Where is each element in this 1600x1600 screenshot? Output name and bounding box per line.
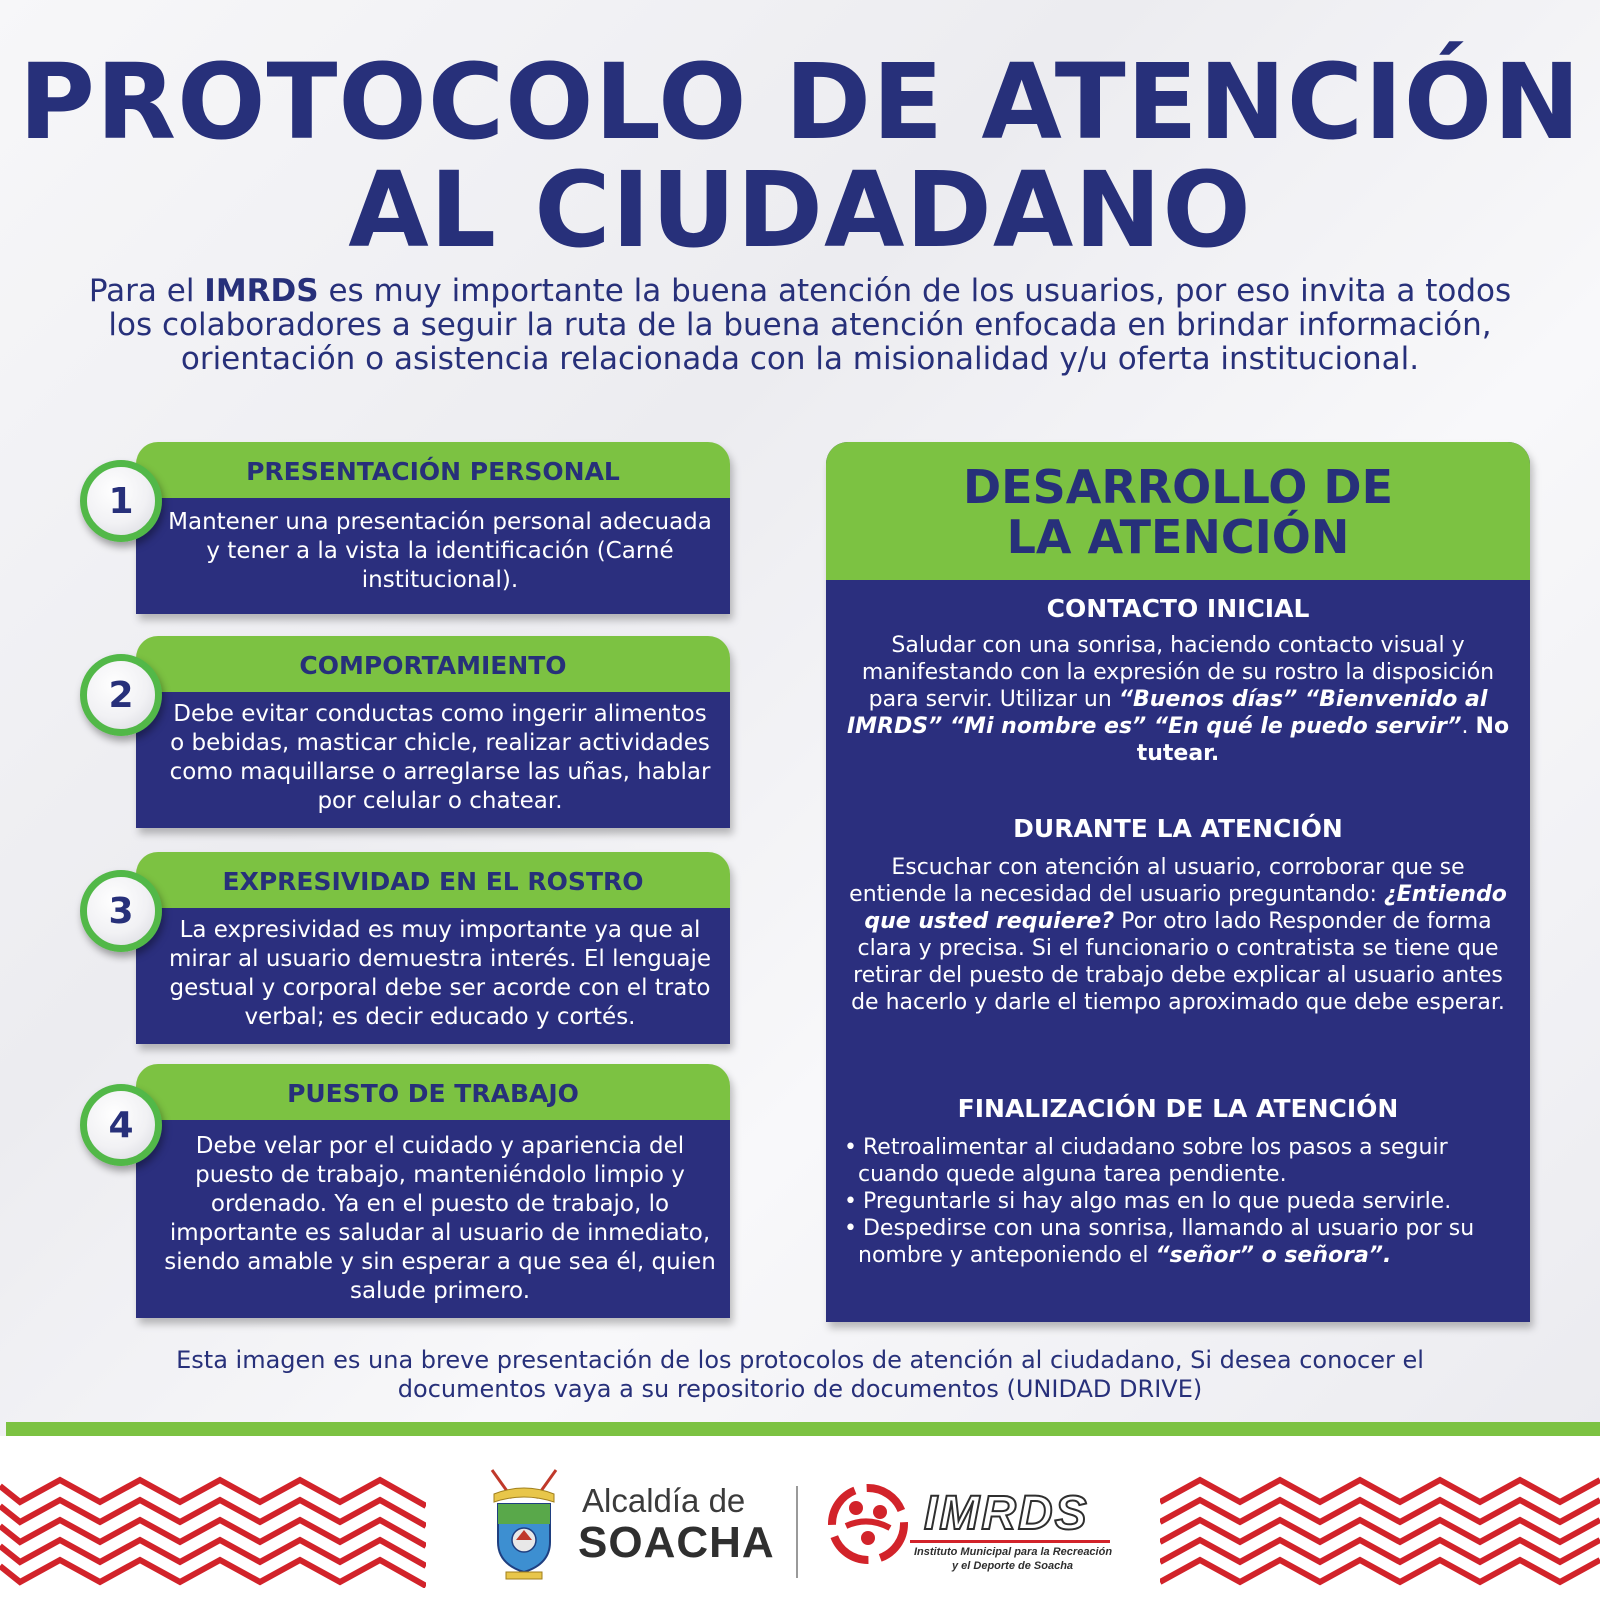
- step-number: 1: [108, 480, 134, 522]
- during-text-post: Por otro lado Responder de forma clara y precisa. Si el funcionario o contratista se tiene que retirar del puesto de trabajo debe explicar al usuario antes de hacerlo y darle el tiempo aproximado que debe esperar.: [851, 909, 1505, 1015]
- during-title: DURANTE LA ATENCIÓN: [1013, 814, 1343, 843]
- step-card-3: [136, 852, 730, 1044]
- development-panel: [826, 442, 1530, 1322]
- step-number-badge-4: [80, 1084, 162, 1166]
- closing-bullet-2: • Preguntarle si hay algo mas en lo que pueda servirle.: [842, 1188, 1518, 1215]
- closing-list: [842, 1134, 1518, 1269]
- intro-post: es muy importante la buena atención de los usuarios, por eso invita a todos los colaboradores a seguir la ruta de la buena atención enfocada en brindar información, orientación o asistencia relacionada con la misionalidad y/u oferta institucional.: [108, 273, 1512, 377]
- page-title-line-1: PROTOCOLO DE ATENCIÓN: [18, 41, 1582, 163]
- closing-bullet-3-emph: “señor” o señora”.: [1155, 1243, 1392, 1268]
- step-card-1: [136, 442, 730, 614]
- imrds-logo-subtitle-2: y el Deporte de Soacha: [952, 1560, 1074, 1572]
- step-title: PUESTO DE TRABAJO: [136, 1064, 730, 1120]
- intro-brand: IMRDS: [204, 273, 319, 309]
- imrds-logo-icon: [826, 1476, 908, 1572]
- intro-pre: Para el: [88, 273, 205, 309]
- intro-paragraph: [70, 274, 1530, 376]
- during-text: [846, 854, 1510, 1016]
- chevron-pattern-right: [1160, 1476, 1600, 1588]
- chevron-pattern-left: [0, 1476, 426, 1588]
- step-text: Debe evitar conductas como ingerir alimentos o bebidas, masticar chicle, realizar actividades como maquillarse o arreglarse las uñas, hablar por celular o chatear.: [136, 692, 730, 828]
- during-question: ¿Entiendo que usted requiere?: [864, 882, 1507, 934]
- closing-bullet-3-pre: Despedirse con una sonrisa, llamando al usuario por su nombre y anteponiendo el: [858, 1216, 1475, 1268]
- step-number: 3: [108, 890, 134, 932]
- step-text: La expresividad es muy importante ya que al mirar al usuario demuestra interés. El lenguaje gestual y corporal debe ser acorde con el trato verbal; es decir educado y cortés.: [136, 908, 730, 1044]
- step-number: 4: [108, 1104, 134, 1146]
- step-title: EXPRESIVIDAD EN EL ROSTRO: [136, 852, 730, 908]
- step-card-4: [136, 1064, 730, 1318]
- step-title: COMPORTAMIENTO: [136, 636, 730, 692]
- contact-quotes: “Buenos días” “Bienvenido al IMRDS” “Mi nombre es” “En qué le puedo servir”: [846, 687, 1488, 739]
- green-divider: [6, 1422, 1600, 1436]
- page-title-line-2: AL CIUDADANO: [348, 149, 1252, 271]
- contact-title: CONTACTO INICIAL: [1046, 594, 1310, 623]
- imrds-logo-name: IMRDS: [924, 1487, 1089, 1540]
- imrds-logo-bar: [910, 1540, 1110, 1543]
- step-title: PRESENTACIÓN PERSONAL: [136, 442, 730, 498]
- closing-bullet-3: [842, 1215, 1518, 1269]
- closing-bullet-1: • Retroalimentar al ciudadano sobre los pasos a seguir cuando quede alguna tarea pendiente.: [842, 1134, 1518, 1188]
- step-text: Debe velar por el cuidado y apariencia del puesto de trabajo, manteniéndolo limpio y ordenado. Ya en el puesto de trabajo, lo importante es saludar al usuario de inmediato, siendo amable y sin esperar a que sea él, quien salude primero.: [136, 1120, 730, 1318]
- step-card-2: [136, 636, 730, 828]
- step-number-badge-2: [80, 654, 162, 736]
- development-title: [826, 442, 1530, 580]
- soacha-logo-line-2: SOACHA: [578, 1518, 775, 1567]
- closing-title: FINALIZACIÓN DE LA ATENCIÓN: [957, 1094, 1399, 1123]
- step-number: 2: [108, 674, 134, 716]
- step-number-badge-3: [80, 870, 162, 952]
- step-number-badge-1: [80, 460, 162, 542]
- contact-text-pre: Saludar con una sonrisa, haciendo contacto visual y manifestando con la expresión de su rostro la disposición para servir. Utilizar un: [861, 633, 1495, 712]
- footer-note: Esta imagen es una breve presentación de los protocolos de atención al ciudadano, Si desea conocer el documentos vaya a su repositorio de documentos (UNIDAD DRIVE): [176, 1346, 1424, 1403]
- contact-bold-end: No tutear.: [1136, 714, 1510, 766]
- contact-text-mid: .: [1461, 714, 1476, 739]
- imrds-logo-subtitle-1: Instituto Municipal para la Recreación: [914, 1546, 1113, 1558]
- logo-separator: [796, 1486, 798, 1578]
- during-text-pre: Escuchar con atención al usuario, corroborar que se entiende la necesidad del usuario preguntando:: [849, 855, 1465, 907]
- contact-text: [846, 632, 1510, 767]
- soacha-coat-of-arms-icon: [482, 1464, 566, 1582]
- development-title-line-1: DESARROLLO DE: [963, 460, 1393, 514]
- soacha-logo-line-1: Alcaldía de: [582, 1482, 746, 1519]
- step-text: Mantener una presentación personal adecuada y tener a la vista la identificación (Carné institucional).: [136, 498, 730, 614]
- development-title-line-2: LA ATENCIÓN: [1006, 510, 1350, 564]
